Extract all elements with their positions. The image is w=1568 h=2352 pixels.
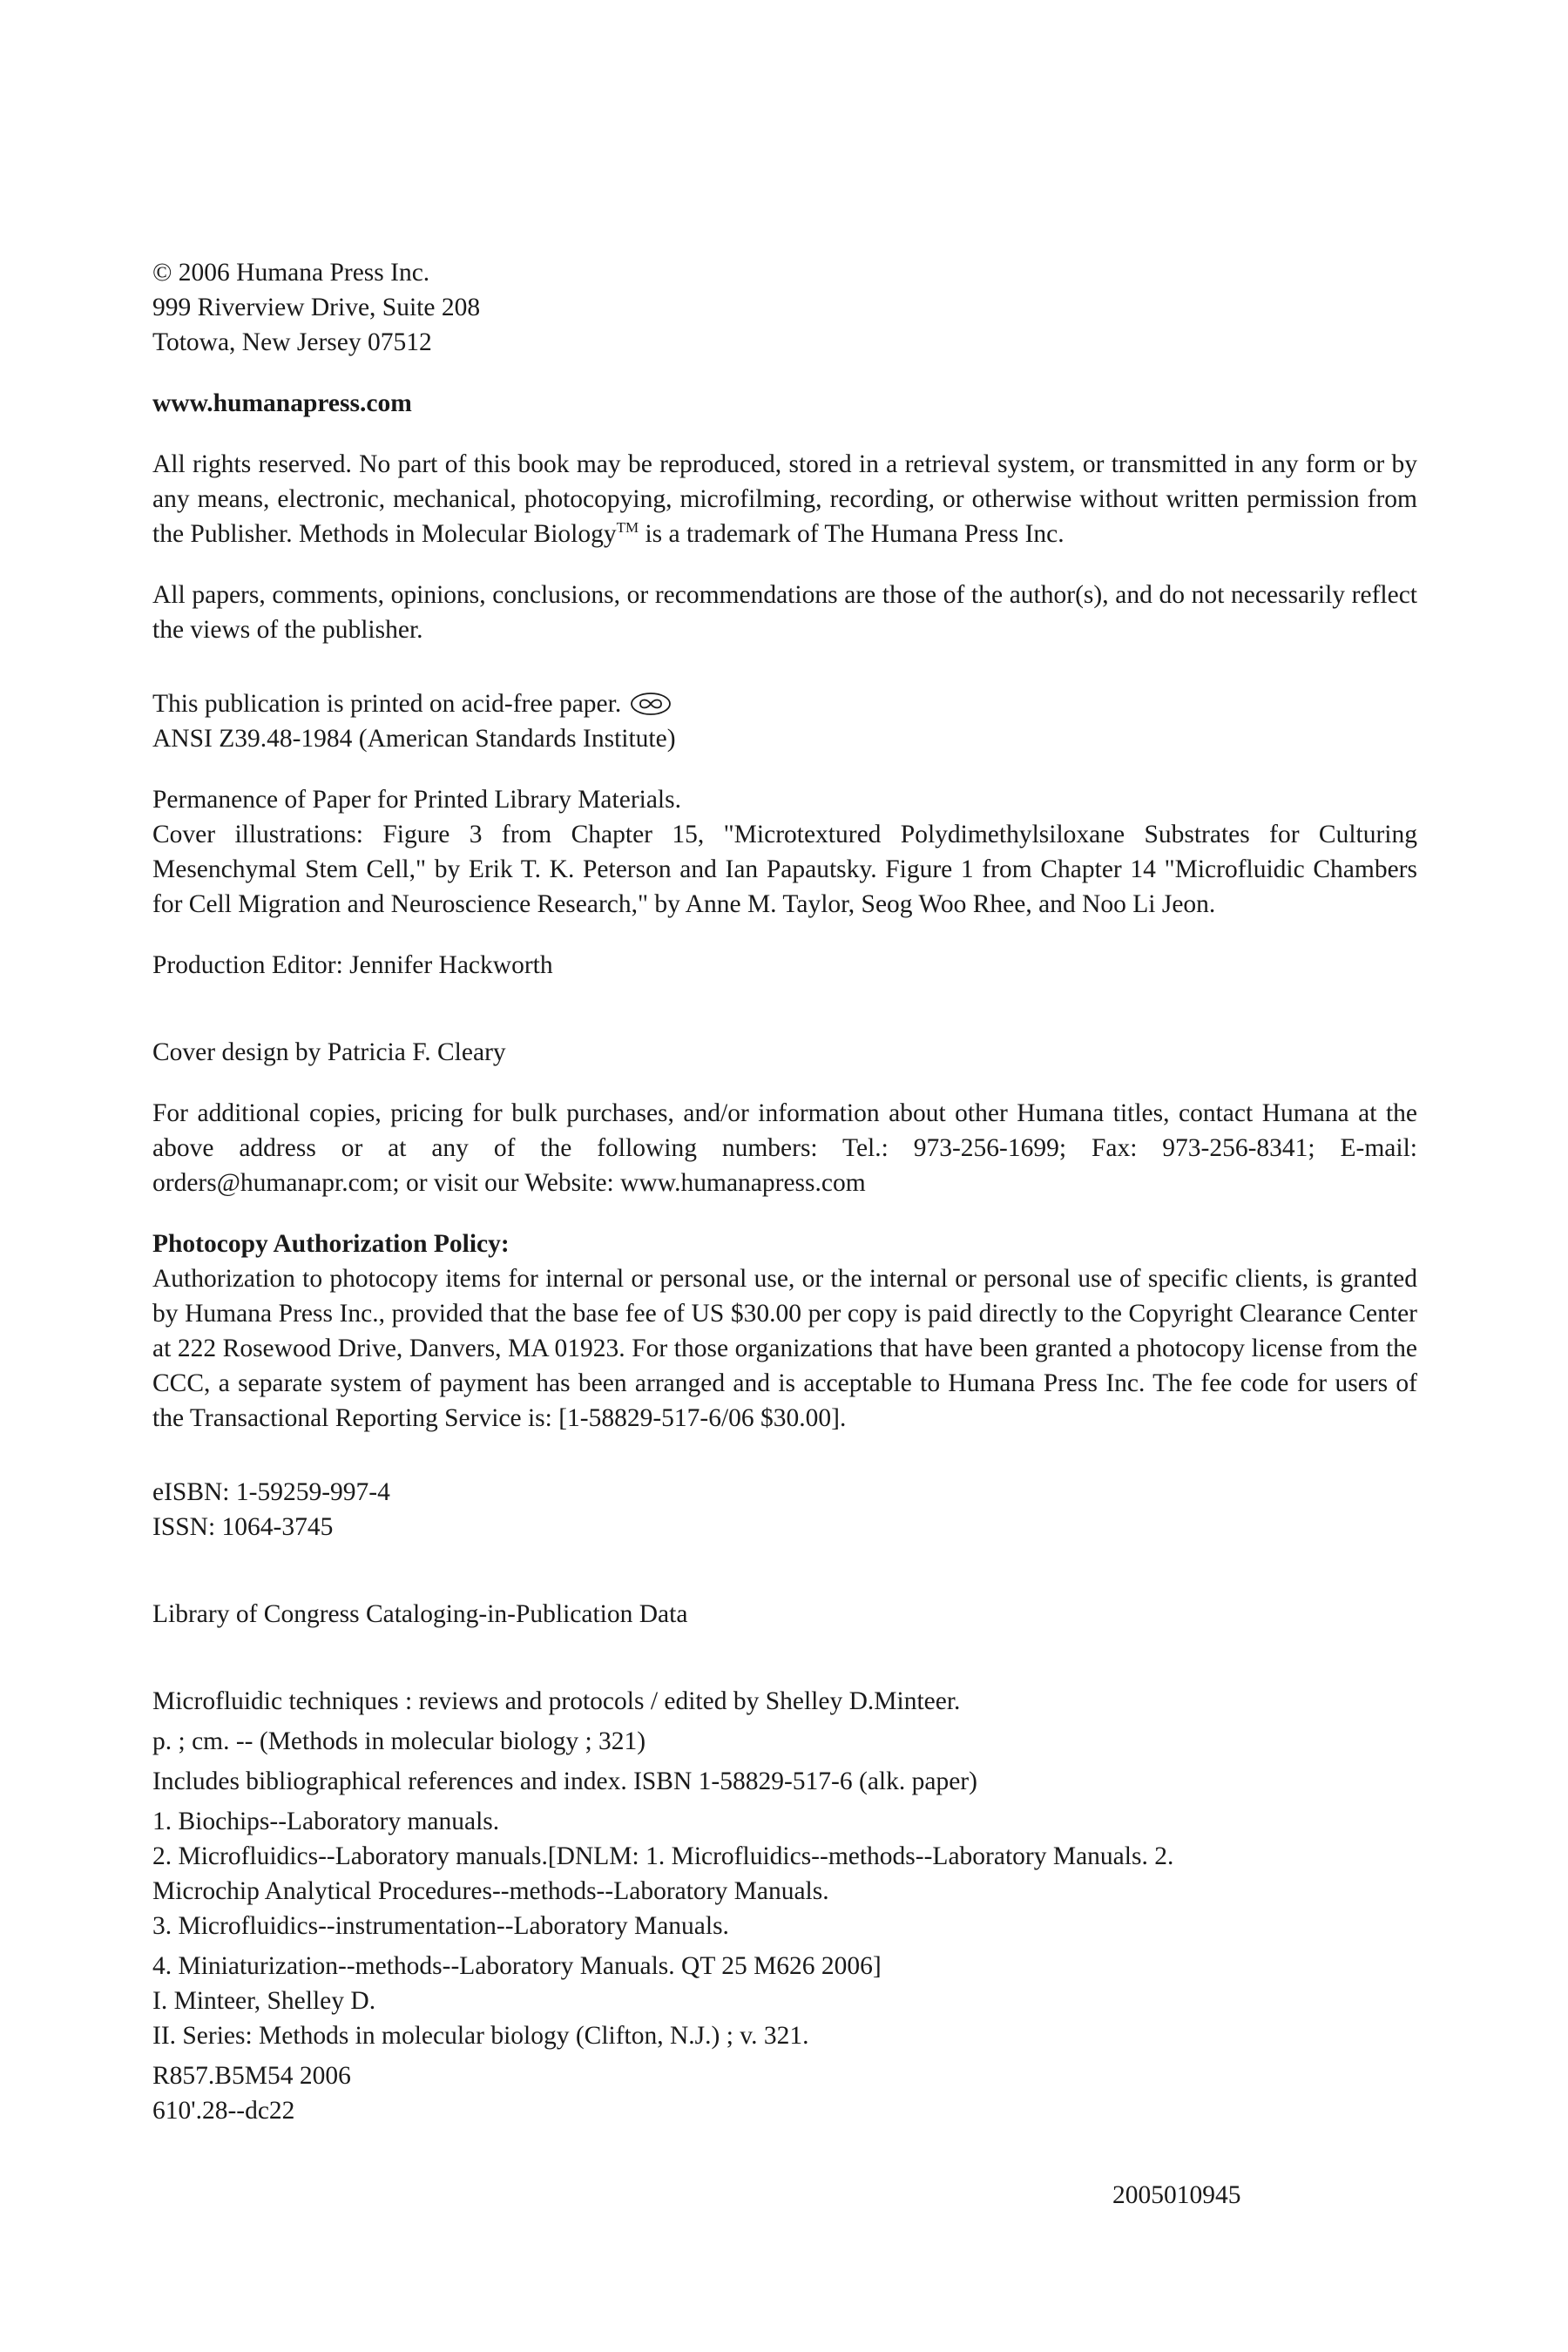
- production-editor-line: Production Editor: Jennifer Hackworth: [152, 951, 553, 979]
- rights-text-end: is a trademark of The Humana Press Inc.: [639, 520, 1064, 548]
- lccn-number: 2005010945: [1112, 2181, 1241, 2209]
- copyright-page: [152, 255, 1417, 2128]
- rights-paragraph: [152, 447, 1417, 551]
- trademark-symbol: TM: [616, 519, 639, 536]
- cip-heading: Library of Congress Cataloging-in-Publication Data: [152, 1600, 688, 1628]
- acid-free-line: [152, 686, 1417, 721]
- cip-dewey-classification: 610'.28--dc22: [152, 2097, 295, 2125]
- disclaimer-paragraph: All papers, comments, opinions, conclusions, or recommendations are those of the author(s), and do not necessarily reflect the views of the publisher.: [152, 581, 1417, 644]
- photocopy-policy-heading: Photocopy Authorization Policy:: [152, 1230, 510, 1258]
- cip-subject-3: 3. Microfluidics--instrumentation--Laboratory Manuals.: [152, 1912, 729, 1940]
- cip-subject-2-cont: Microchip Analytical Procedures--methods--Laboratory Manuals.: [152, 1877, 829, 1905]
- cover-design-line: Cover design by Patricia F. Cleary: [152, 1038, 506, 1066]
- cip-added-entry-2: II. Series: Methods in molecular biology (Clifton, N.J.) ; v. 321.: [152, 2022, 809, 2050]
- copyright-line: © 2006 Humana Press Inc.: [152, 259, 430, 287]
- cip-lc-classification: R857.B5M54 2006: [152, 2062, 351, 2090]
- cip-series-line: p. ; cm. -- (Methods in molecular biology ; 321): [152, 1727, 646, 1755]
- ansi-standard-line: ANSI Z39.48-1984 (American Standards Institute): [152, 725, 676, 753]
- address-line-2: Totowa, New Jersey 07512: [152, 328, 432, 356]
- issn-line: ISSN: 1064-3745: [152, 1513, 334, 1541]
- cip-includes-line: Includes bibliographical references and index. ISBN 1-58829-517-6 (alk. paper): [152, 1767, 977, 1795]
- cip-subject-1: 1. Biochips--Laboratory manuals.: [152, 1808, 500, 1835]
- cip-subject-4: 4. Miniaturization--methods--Laboratory Manuals. QT 25 M626 2006]: [152, 1952, 882, 1980]
- rights-text: All rights reserved. No part of this book may be reproduced, stored in a retrieval system, or transmitted in any form or by any means, electronic, mechanical, photocopying, microfilming, recording, or otherwise without written permission from the Publisher. Methods in Molecular Biology: [152, 450, 1417, 548]
- cip-title-line: Microfluidic techniques : reviews and protocols / edited by Shelley D.Minteer.: [152, 1687, 961, 1715]
- cip-subject-2: 2. Microfluidics--Laboratory manuals.[DNLM: 1. Microfluidics--methods--Laboratory Manuals. 2.: [152, 1842, 1174, 1870]
- publisher-website: www.humanapress.com: [152, 389, 412, 417]
- address-line-1: 999 Riverview Drive, Suite 208: [152, 294, 481, 321]
- infinity-circle-icon: [630, 692, 672, 716]
- additional-copies-paragraph: For additional copies, pricing for bulk purchases, and/or information about other Humana titles, contact Humana at the above address or at any of the following numbers: Tel.: 973-256-1699; Fax: 973-256-8341; E-mail: orders@humanapr.com; or visit our Website: www.humanapress.com: [152, 1099, 1417, 1197]
- eisbn-line: eISBN: 1-59259-997-4: [152, 1478, 390, 1506]
- permanence-line: Permanence of Paper for Printed Library Materials.: [152, 786, 681, 814]
- cip-added-entry-1: I. Minteer, Shelley D.: [152, 1987, 376, 2015]
- acid-free-text: This publication is printed on acid-free paper.: [152, 690, 622, 718]
- photocopy-policy-paragraph: Authorization to photocopy items for internal or personal use, or the internal or personal use of specific clients, is granted by Humana Press Inc., provided that the base fee of US $30.00 per copy is paid directly to the Copyright Clearance Center at 222 Rosewood Drive, Danvers, MA 01923. For those organizations that have been granted a photocopy license from the CCC, a separate system of payment has been arranged and is acceptable to Humana Press Inc. The fee code for users of the Transactional Reporting Service is: [1-58829-517-6/06 $30.00].: [152, 1265, 1417, 1432]
- cover-illustrations-paragraph: Cover illustrations: Figure 3 from Chapter 15, "Microtextured Polydimethylsiloxane Substrates for Culturing Mesenchymal Stem Cell," by Erik T. K. Peterson and Ian Papautsky. Figure 1 from Chapter 14 "Microfluidic Chambers for Cell Migration and Neuroscience Research," by Anne M. Taylor, Seog Woo Rhee, and Noo Li Jeon.: [152, 821, 1417, 918]
